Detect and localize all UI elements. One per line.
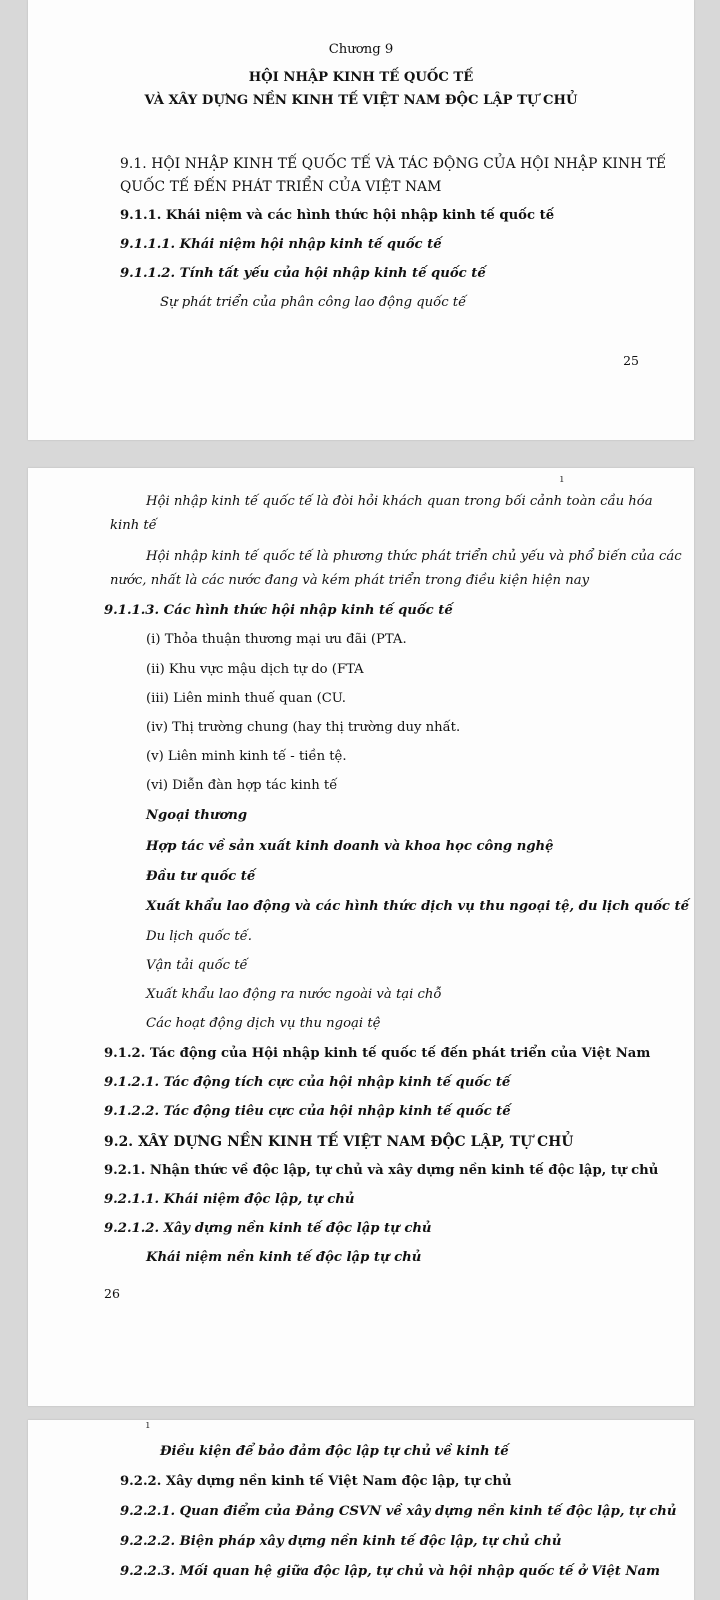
heading-9-1-1-2: 9.1.1.2. Tính tất yếu của hội nhập kinh tế quốc tế: [120, 266, 486, 281]
list-item: (iii) Liên minh thuế quan (CU.: [146, 691, 346, 706]
heading-9-1-2-2: 9.1.2.2. Tác động tiêu cực của hội nhập kinh tế quốc tế: [104, 1104, 511, 1119]
sub-form-transport: Vận tải quốc tế: [146, 958, 248, 973]
sub-heading-independent-economy: Khái niệm nền kinh tế độc lập tự chủ: [146, 1250, 422, 1265]
section-9-1-heading-line2: QUỐC TẾ ĐẾN PHÁT TRIỂN CỦA VIỆT NAM: [120, 179, 442, 195]
heading-9-2-1-2: 9.2.1.2. Xây dựng nền kinh tế độc lập tự chủ: [104, 1221, 432, 1236]
heading-9-2-1-1: 9.2.1.1. Khái niệm độc lập, tự chủ: [104, 1192, 355, 1207]
paragraph-development-method-line2: nước, nhất là các nước đang và kém phát triển trong điều kiện hiện nay: [110, 573, 590, 588]
document-page-27-partial: [28, 1420, 694, 1600]
list-item: (vi) Diễn đàn hợp tác kinh tế: [146, 778, 338, 793]
sub-form-currency-services: Các hoạt động dịch vụ thu ngoại tệ: [146, 1016, 381, 1031]
list-item: (iv) Thị trường chung (hay thị trường duy nhất.: [146, 720, 461, 735]
heading-9-2-2-3: 9.2.2.3. Mối quan hệ giữa độc lập, tự chủ và hội nhập quốc tế ở Việt Nam: [120, 1564, 661, 1579]
heading-9-1-2: 9.1.2. Tác động của Hội nhập kinh tế quốc tế đến phát triển của Việt Nam: [104, 1046, 651, 1061]
list-item: (v) Liên minh kinh tế - tiền tệ.: [146, 749, 347, 764]
list-item: (i) Thỏa thuận thương mại ưu đãi (PTA.: [146, 632, 407, 647]
heading-9-1-1-3: 9.1.1.3. Các hình thức hội nhập kinh tế quốc tế: [104, 603, 453, 618]
scan-mark: ı: [146, 1418, 150, 1431]
chapter-title-line2: VÀ XÂY DỰNG NỀN KINH TẾ VIỆT NAM ĐỘC LẬP TỰ CHỦ: [144, 93, 578, 108]
heading-9-1-1: 9.1.1. Khái niệm và các hình thức hội nhập kinh tế quốc tế: [120, 208, 555, 223]
sub-form-labor-export: Xuất khẩu lao động ra nước ngoài và tại chỗ: [146, 987, 442, 1002]
page-number: 25: [623, 353, 639, 368]
paragraph-development-method-line1: Hội nhập kinh tế quốc tế là phương thức phát triển chủ yếu và phổ biến của các: [146, 549, 682, 564]
form-foreign-trade: Ngoại thương: [146, 808, 248, 823]
paragraph-objective-requirement-line2: kinh tế: [110, 518, 157, 533]
heading-9-2-1: 9.2.1. Nhận thức về độc lập, tự chủ và xây dựng nền kinh tế độc lập, tự chủ: [104, 1163, 659, 1178]
chapter-title-line1: HỘI NHẬP KINH TẾ QUỐC TẾ: [248, 70, 474, 85]
paragraph-division-of-labor: Sự phát triển của phân công lao động quốc tế: [160, 295, 467, 310]
list-item: (ii) Khu vực mậu dịch tự do (FTA: [146, 662, 364, 677]
heading-9-2-2-1: 9.2.2.1. Quan điểm của Đảng CSVN về xây dựng nền kinh tế độc lập, tự chủ: [120, 1504, 677, 1519]
heading-9-2-2-2: 9.2.2.2. Biện pháp xây dựng nền kinh tế độc lập, tự chủ chủ: [120, 1534, 562, 1549]
section-9-2-heading: 9.2. XÂY DỰNG NỀN KINH TẾ VIỆT NAM ĐỘC LẬP, TỰ CHỦ: [104, 1134, 574, 1150]
paragraph-objective-requirement-line1: Hội nhập kinh tế quốc tế là đòi hỏi khách quan trong bối cảnh toàn cầu hóa: [146, 494, 653, 509]
sub-form-tourism: Du lịch quốc tế.: [146, 929, 252, 944]
section-9-1-heading-line1: 9.1. HỘI NHẬP KINH TẾ QUỐC TẾ VÀ TÁC ĐỘNG CỦA HỘI NHẬP KINH TẾ: [120, 156, 667, 172]
heading-9-1-1-1: 9.1.1.1. Khái niệm hội nhập kinh tế quốc tế: [120, 237, 442, 252]
document-page-26: [28, 468, 694, 1406]
form-international-investment: Đầu tư quốc tế: [146, 869, 256, 884]
paragraph-conditions: Điều kiện để bảo đảm độc lập tự chủ về kinh tế: [160, 1444, 509, 1459]
document-page-25: [28, 0, 694, 440]
form-labor-export-services: Xuất khẩu lao động và các hình thức dịch vụ thu ngoại tệ, du lịch quốc tế: [146, 899, 689, 914]
scan-mark: ı: [560, 472, 564, 485]
heading-9-1-2-1: 9.1.2.1. Tác động tích cực của hội nhập kinh tế quốc tế: [104, 1075, 511, 1090]
heading-9-2-2: 9.2.2. Xây dựng nền kinh tế Việt Nam độc lập, tự chủ: [120, 1474, 512, 1489]
page-number: 26: [104, 1286, 120, 1301]
form-production-cooperation: Hợp tác về sản xuất kinh doanh và khoa học công nghệ: [146, 839, 554, 854]
chapter-label: Chương 9: [328, 42, 394, 57]
